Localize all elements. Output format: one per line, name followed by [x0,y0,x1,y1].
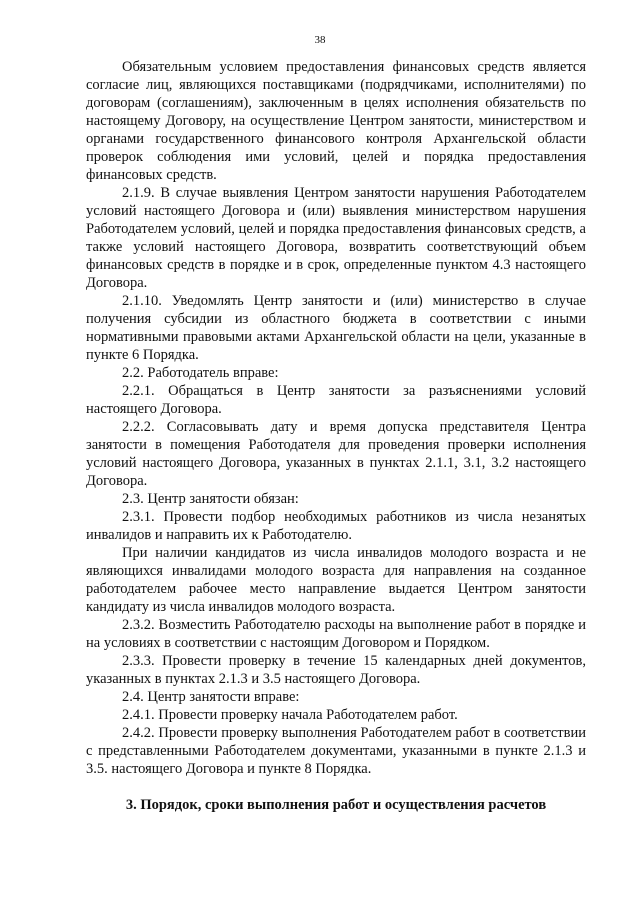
paragraph-2-4-1: 2.4.1. Провести проверку начала Работодателем работ. [122,707,458,723]
paragraph-2-3-3: 2.3.3. Провести проверку в течение 15 календарных дней документов, указанных в пунктах 2.1.3 и 3.5 настоящего Договора. [86,653,586,687]
paragraph-2-2-2: 2.2.2. Согласовывать дату и время допуска представителя Центра занятости в помещения Работодателя для проведения проверки исполнения условий настоящего Договора, указанных в пунктах 2.1.1, 3.1, 3.2 настоящего Договора. [86,419,586,489]
paragraph-2-4: 2.4. Центр занятости вправе: [122,689,300,705]
paragraph-candidates: При наличии кандидатов из числа инвалидов молодого возраста и не являющихся инвалидами молодого возраста для направления на созданное работодателем рабочее место направление выдается Центром занятости кандидату из числа инвалидов молодого возраста. [86,545,586,615]
paragraph-2-3-2: 2.3.2. Возместить Работодателю расходы на выполнение работ в порядке и на условиях в соответствии с настоящим Договором и Порядком. [86,617,586,651]
paragraph-2-1-10: 2.1.10. Уведомлять Центр занятости и (или) министерство в случае получения субсидии из областного бюджета в соответствии с иными нормативными правовыми актами Архангельской области на цели, указанные в пункте 6 Порядка. [86,293,586,363]
paragraph-2-2: 2.2. Работодатель вправе: [122,365,279,381]
paragraph-2-3: 2.3. Центр занятости обязан: [122,491,299,507]
paragraph-2-1-9: 2.1.9. В случае выявления Центром занятости нарушения Работодателем условий настоящего Договора и (или) выявления министерством нарушения Работодателем условий, целей и порядка предоставления финансовых средств, а также условий настоящего Договора, возвратить соответствующий объем финансовых средств в порядке и в срок, определенные пунктом 4.3 настоящего Договора. [86,185,586,291]
section-heading: 3. Порядок, сроки выполнения работ и осуществления расчетов [125,797,547,813]
document-body [86,58,586,778]
paragraph-2-2-1: 2.2.1. Обращаться в Центр занятости за разъяснениями условий настоящего Договора. [86,383,586,417]
paragraph-2-4-2: 2.4.2. Провести проверку выполнения Работодателем работ в соответствии с представленными Работодателем документами, указанными в пункте 2.1.3 и 3.5. настоящего Договора и пункте 8 Порядка. [86,725,586,777]
paragraph-obligation-condition: Обязательным условием предоставления финансовых средств является согласие лиц, являющихся поставщиками (подрядчиками, исполнителями) по договорам (соглашениям), заключенным в целях исполнения обязательств по настоящему Договору, на осуществление Центром занятости, министерством и органами государственного финансового контроля Архангельской области проверок соблюдения ими условий, целей и порядка предоставления финансовых средств. [86,59,586,183]
paragraph-2-3-1: 2.3.1. Провести подбор необходимых работников из числа незанятых инвалидов и направить их к Работодателю. [86,509,586,543]
page-number: 38 [314,34,326,46]
